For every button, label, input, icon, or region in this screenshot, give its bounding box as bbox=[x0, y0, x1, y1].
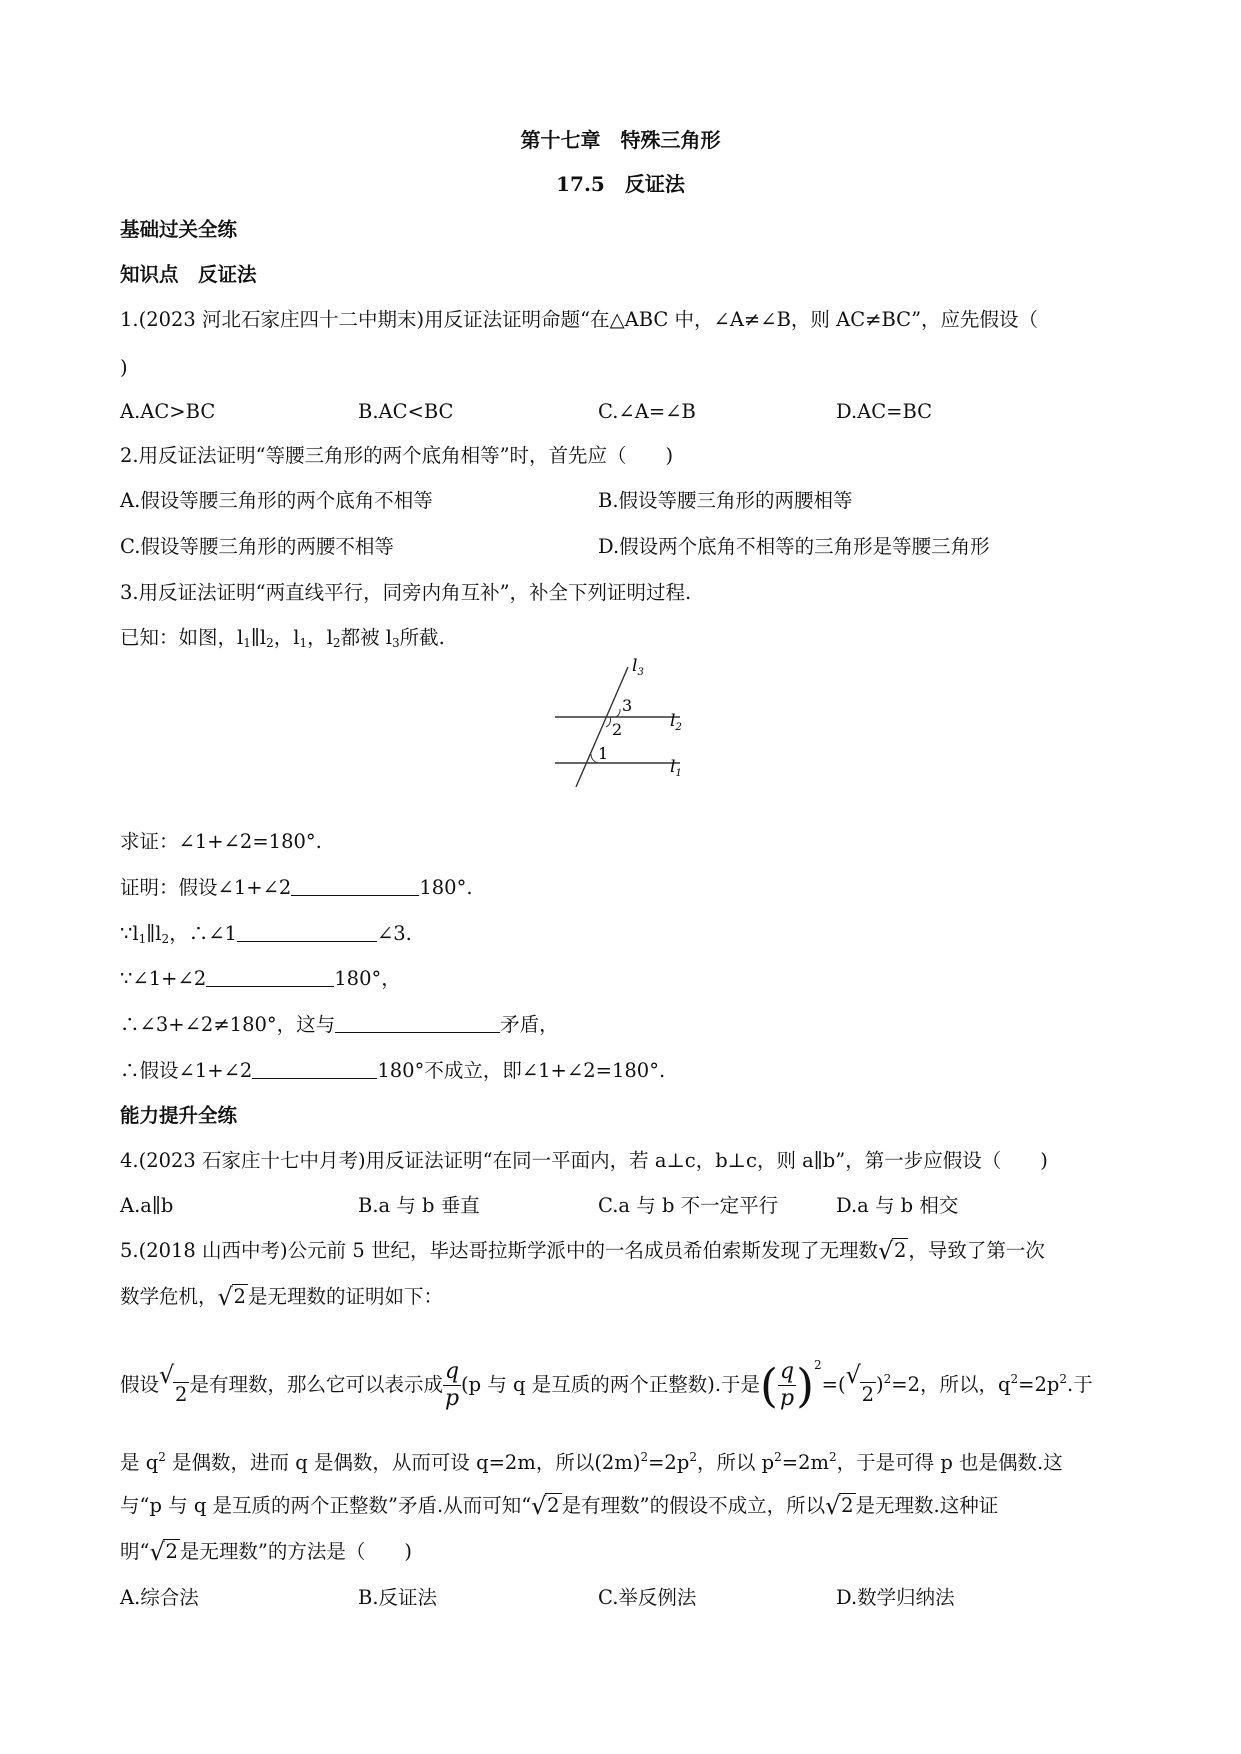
paren: ) bbox=[796, 1358, 815, 1413]
q5-text: 明“ bbox=[120, 1540, 150, 1563]
q5-text: 是 q bbox=[120, 1451, 159, 1474]
sup: 2 bbox=[829, 1450, 837, 1464]
angle-3-label: 3 bbox=[622, 696, 633, 715]
parallel-lines-figure bbox=[540, 655, 700, 795]
label-l2: $l_2$ bbox=[670, 711, 682, 733]
sub: 3 bbox=[392, 636, 400, 650]
q5-option-d[interactable]: D.数学归纳法 bbox=[836, 1586, 955, 1609]
q1-option-d[interactable]: D.AC=BC bbox=[836, 400, 933, 423]
q5-text: 是有理数，那么它可以表示成 bbox=[189, 1373, 443, 1396]
proof-text: ∠3. bbox=[376, 922, 412, 945]
sup: 2 bbox=[640, 1450, 649, 1464]
given-part: ，l bbox=[273, 626, 300, 649]
proof-text: ，∴∠1 bbox=[169, 922, 237, 945]
sqrt-2: √ 2 bbox=[845, 1361, 875, 1406]
q5-option-c[interactable]: C.举反例法 bbox=[598, 1586, 697, 1609]
proof-text: ∴∠3+∠2≠180°，这与 bbox=[120, 1013, 336, 1036]
q1-option-b[interactable]: B.AC<BC bbox=[358, 400, 454, 423]
part-heading-basic: 基础过关全练 bbox=[120, 218, 238, 241]
q1-text: 1.(2023 河北石家庄四十二中期末)用反证法证明命题“在△ABC 中，∠A≠∠B，则 AC≠BC”，应先假设（ bbox=[120, 308, 1039, 331]
q3-proof-line4 bbox=[120, 1014, 559, 1035]
q2-option-c[interactable]: C.假设等腰三角形的两腰不相等 bbox=[120, 535, 394, 558]
q5-text: 是无理数的证明如下： bbox=[247, 1285, 443, 1308]
proof-text: 180°不成立，即∠1+∠2=180°. bbox=[377, 1059, 666, 1082]
answer-blank[interactable] bbox=[237, 923, 377, 942]
sup: 2 bbox=[883, 1372, 892, 1386]
q3-proof-line2 bbox=[120, 923, 412, 945]
q5-text: =2，所以，q bbox=[891, 1373, 1011, 1396]
angle-1-label: 1 bbox=[598, 744, 609, 763]
q5-text: ，导致了第一次 bbox=[908, 1239, 1045, 1262]
q3-proof-line3 bbox=[120, 968, 401, 989]
proof-text: 矛盾， bbox=[500, 1013, 559, 1036]
q5-option-b[interactable]: B.反证法 bbox=[358, 1586, 438, 1609]
sub: 2 bbox=[266, 636, 274, 650]
sqrt-2: √ 2 bbox=[531, 1492, 560, 1520]
sqrt-2: √ 2 bbox=[877, 1237, 907, 1265]
q5-text: .于 bbox=[1067, 1373, 1093, 1396]
proof-text: ∴假设∠1+∠2 bbox=[120, 1059, 253, 1082]
sqrt-2: √ 2 bbox=[825, 1492, 854, 1520]
q5-text: 假设 bbox=[120, 1373, 160, 1396]
q5-text: 与“p 与 q 是互质的两个正整数”矛盾.从而可知“ bbox=[120, 1494, 532, 1517]
label-l3: $l_3$ bbox=[632, 656, 644, 678]
sub: 1 bbox=[243, 636, 251, 650]
q5-text: =2p bbox=[648, 1451, 690, 1474]
given-part: ，l bbox=[307, 626, 333, 649]
q5-line5 bbox=[120, 1492, 999, 1520]
q5-line3 bbox=[120, 1335, 1093, 1425]
answer-blank[interactable] bbox=[335, 1014, 500, 1033]
q2-option-b[interactable]: B.假设等腰三角形的两腰相等 bbox=[598, 489, 853, 512]
proof-text: ∵l bbox=[120, 922, 139, 945]
q5-text: 是偶数，进而 q 是偶数，从而可设 q=2m，所以(2m) bbox=[165, 1451, 641, 1474]
q3-prove: 求证：∠1+∠2=180°. bbox=[120, 830, 322, 853]
q4-option-a[interactable]: A.a∥b bbox=[120, 1194, 174, 1217]
proof-text: 证明：假设∠1+∠2 bbox=[120, 876, 292, 899]
answer-blank[interactable] bbox=[291, 877, 419, 896]
given-part: ∥l bbox=[250, 626, 267, 649]
q5-text: =( bbox=[821, 1373, 846, 1396]
q5-line6 bbox=[120, 1538, 412, 1566]
fraction-q-over-p: $\frac{q}{p}$ bbox=[444, 1358, 460, 1411]
q5-text: 是无理数.这种证 bbox=[855, 1494, 999, 1517]
sup: 2 bbox=[1059, 1372, 1068, 1386]
sub: 2 bbox=[332, 636, 341, 650]
label-l1: $l_1$ bbox=[670, 757, 682, 779]
sqrt-2: √ 2 bbox=[217, 1283, 246, 1311]
q4-option-c[interactable]: C.a 与 b 不一定平行 bbox=[598, 1194, 779, 1217]
q1-tail: ) bbox=[120, 356, 128, 379]
q4-text: 4.(2023 石家庄十七中月考)用反证法证明“在同一平面内，若 a⊥c，b⊥c，则 a∥b”，第一步应假设（ ) bbox=[120, 1149, 1048, 1172]
given-part: 都被 l bbox=[340, 626, 392, 649]
q5-line4 bbox=[120, 1451, 1063, 1473]
paren: ( bbox=[760, 1358, 778, 1413]
q3-text: 3.用反证法证明“两直线平行，同旁内角互补”，补全下列证明过程. bbox=[120, 581, 692, 604]
q1-option-a[interactable]: A.AC>BC bbox=[120, 400, 216, 423]
q5-text: 是有理数”的假设不成立，所以 bbox=[561, 1494, 826, 1517]
q5-text: 数学危机， bbox=[120, 1285, 218, 1308]
q4-option-b[interactable]: B.a 与 b 垂直 bbox=[358, 1194, 480, 1217]
q5-text: 是无理数”的方法是（ ) bbox=[179, 1540, 412, 1563]
sup: 2 bbox=[158, 1450, 166, 1464]
given-part: 已知：如图，l bbox=[120, 626, 244, 649]
q3-proof-line5 bbox=[120, 1060, 665, 1081]
q5-text: ) bbox=[876, 1373, 884, 1396]
sup: 2 bbox=[774, 1450, 782, 1464]
q5-text: (p 与 q 是互质的两个正整数).于是 bbox=[461, 1373, 761, 1396]
q5-text: =2p bbox=[1018, 1373, 1060, 1396]
answer-blank[interactable] bbox=[206, 968, 334, 987]
q5-text: ，所以 p bbox=[696, 1451, 775, 1474]
q5-text: 5.(2018 山西中考)公元前 5 世纪，毕达哥拉斯学派中的一名成员希伯索斯发现了无理数 bbox=[120, 1239, 878, 1262]
q2-text: 2.用反证法证明“等腰三角形的两个底角相等”时，首先应（ ) bbox=[120, 444, 674, 467]
proof-text: ∵∠1+∠2 bbox=[120, 967, 207, 990]
q4-option-d[interactable]: D.a 与 b 相交 bbox=[836, 1194, 959, 1217]
answer-blank[interactable] bbox=[252, 1060, 377, 1079]
proof-text: ∥l bbox=[146, 922, 162, 945]
q5-text: =2m bbox=[781, 1451, 830, 1474]
q3-proof-line1 bbox=[120, 877, 473, 898]
chapter-title: 第十七章 特殊三角形 bbox=[520, 128, 721, 152]
q5-line2 bbox=[120, 1283, 443, 1311]
sub: 1 bbox=[299, 636, 308, 650]
section-title: 17.5 反证法 bbox=[556, 172, 685, 196]
q5-text: ，于是可得 p 也是偶数.这 bbox=[836, 1451, 1063, 1474]
sqrt-2: √ 2 bbox=[149, 1538, 178, 1566]
part-heading-advanced: 能力提升全练 bbox=[120, 1104, 238, 1127]
q5-option-a[interactable]: A.综合法 bbox=[120, 1586, 199, 1609]
sup: 2 bbox=[814, 1358, 822, 1372]
given-part: 所截. bbox=[399, 626, 445, 649]
proof-text: 180°， bbox=[334, 967, 401, 990]
angle-2-label: 2 bbox=[612, 720, 623, 739]
knowledge-heading: 知识点 反证法 bbox=[120, 263, 257, 286]
sqrt-2: √ 2 bbox=[159, 1361, 188, 1406]
sub: 1 bbox=[138, 932, 147, 946]
sub: 2 bbox=[161, 932, 170, 946]
q2-option-a[interactable]: A.假设等腰三角形的两个底角不相等 bbox=[120, 489, 433, 512]
q1-option-c[interactable]: C.∠A=∠B bbox=[598, 400, 696, 423]
fraction-q-over-p: $\frac{q}{p}$ bbox=[779, 1358, 795, 1411]
q3-given bbox=[120, 628, 445, 649]
sup: 2 bbox=[1010, 1372, 1019, 1386]
sup: 2 bbox=[689, 1450, 697, 1464]
q5-line1 bbox=[120, 1237, 1045, 1265]
q2-option-d[interactable]: D.假设两个底角不相等的三角形是等腰三角形 bbox=[598, 535, 990, 558]
proof-text: 180°. bbox=[419, 876, 473, 899]
